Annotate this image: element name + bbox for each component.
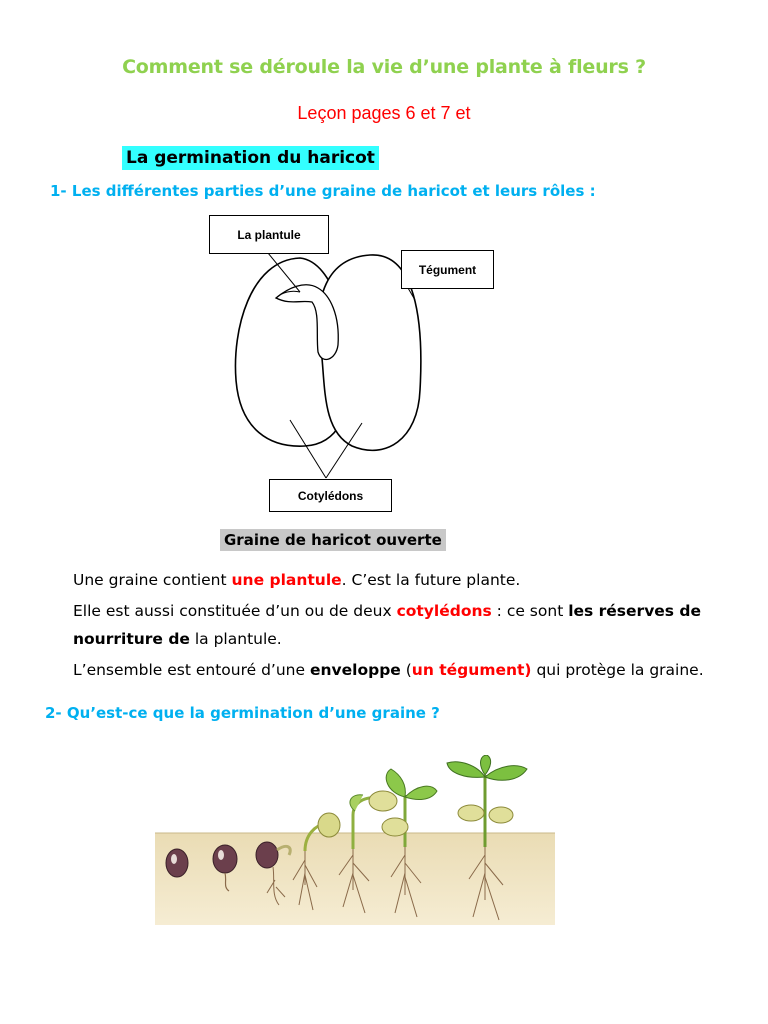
diagram-caption: Graine de haricot ouverte [220, 529, 446, 551]
paragraph-line-4: L’ensemble est entouré d’une enveloppe (un tégument) qui protège la graine. [73, 661, 704, 679]
seed-stage-1 [166, 849, 188, 877]
paragraph-line-1: Une graine contient une plantule. C’est la future plante. [73, 571, 521, 589]
paragraph-line-3: nourriture de la plantule. [73, 630, 282, 648]
page-title: Comment se déroule la vie d’une plante à fleurs ? [122, 56, 646, 78]
paragraph-line-2: Elle est aussi constituée d’un ou de deux cotylédons : ce sont les réserves de [73, 602, 702, 620]
label-plantule: La plantule [209, 215, 329, 254]
section-title: La germination du haricot [122, 146, 379, 170]
germination-illustration [155, 755, 555, 925]
soil [155, 833, 555, 925]
seed-stage-3 [256, 842, 278, 868]
lesson-subtitle: Leçon pages 6 et 7 et [297, 103, 471, 123]
heading-seed-parts: 1- Les différentes parties d’une graine de haricot et leurs rôles : [50, 182, 596, 200]
label-cotyledons: Cotylédons [269, 479, 392, 512]
seed-stage-2 [213, 845, 237, 873]
heading-germination: 2- Qu’est-ce que la germination d’une graine ? [45, 704, 440, 722]
label-tegument: Tégument [401, 250, 494, 289]
